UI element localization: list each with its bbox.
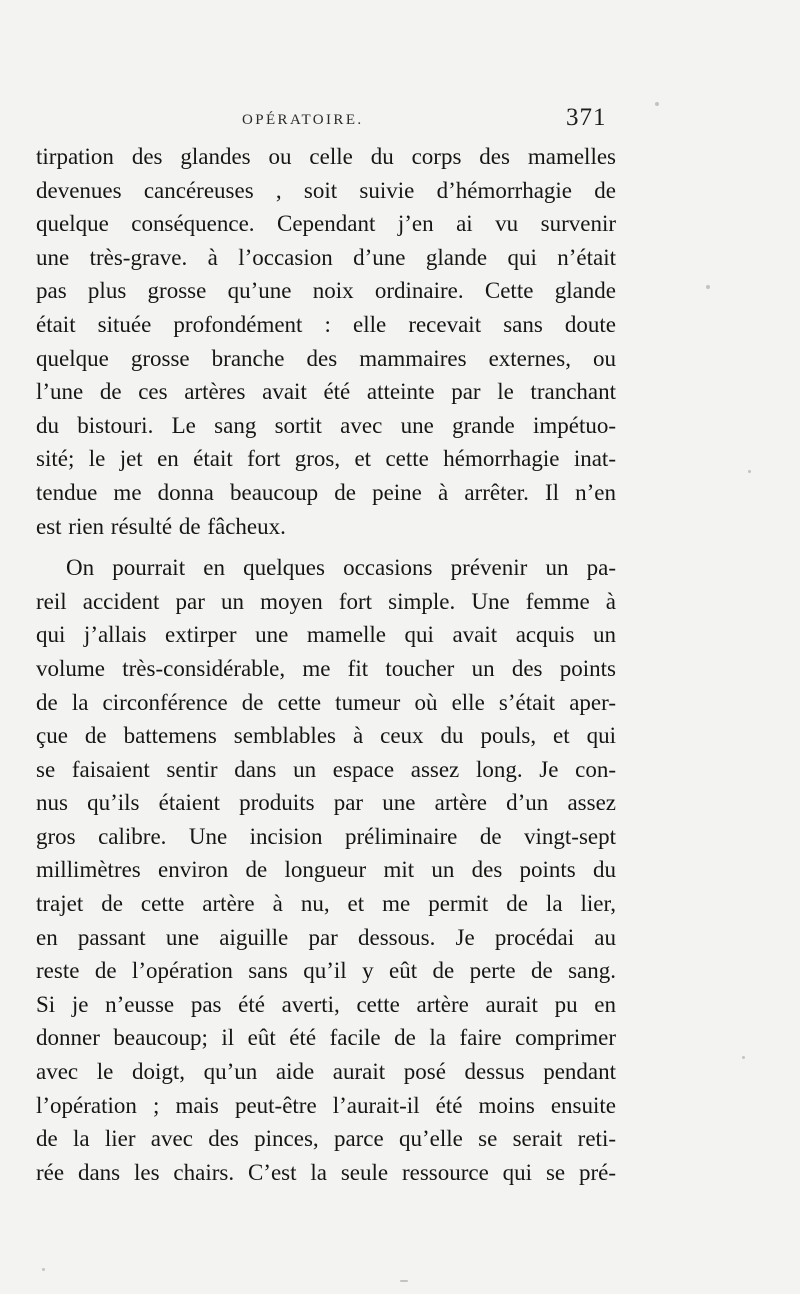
text-line: tendue me donna beaucoup de peine à arrêter. Il n’en — [36, 479, 616, 505]
text-line: est rien résulté de fâcheux. — [36, 513, 286, 539]
paper-speck — [706, 285, 710, 289]
text-line: sité; le jet en était fort gros, et cette hémorrhagie inat- — [36, 446, 616, 472]
paper-speck — [655, 102, 659, 106]
text-line: Si je n’eusse pas été averti, cette artère aurait pu en — [36, 991, 616, 1017]
paper-speck — [748, 470, 751, 473]
paragraph-2 — [36, 551, 616, 1189]
text-line: On pourrait en quelques occasions prévenir un pa- — [66, 555, 616, 581]
text-line: rée dans les chairs. C’est la seule ressource qui se pré- — [36, 1159, 616, 1185]
text-line: tirpation des glandes ou celle du corps des mamelles — [36, 144, 616, 169]
text-line: volume très-considérable, me fit toucher un des points — [36, 655, 616, 681]
text-line: nus qu’ils étaient produits par une artère d’un assez — [36, 790, 616, 816]
paragraph-1 — [36, 140, 616, 543]
paragraph-gap — [36, 543, 616, 551]
paper-speck — [400, 1280, 408, 1282]
text-line: quelque conséquence. Cependant j’en ai vu survenir — [36, 211, 616, 237]
text-line: qui j’allais extirper une mamelle qui avait acquis un — [36, 622, 616, 648]
text-line: trajet de cette artère à nu, et me permit de la lier, — [36, 891, 616, 917]
text-line: devenues cancéreuses , soit suivie d’hémorrhagie de — [36, 177, 616, 203]
text-line: avec le doigt, qu’un aide aurait posé dessus pendant — [36, 1059, 616, 1085]
paper-speck — [742, 1056, 745, 1059]
text-line: une très-grave. à l’occasion d’une glande qui n’était — [36, 244, 616, 270]
text-line: çue de battemens semblables à ceux du pouls, et qui — [36, 723, 616, 749]
page-number: 371 — [566, 104, 607, 131]
running-title: OPÉRATOIRE. — [242, 112, 364, 128]
paper-speck — [42, 1268, 45, 1271]
text-line: donner beaucoup; il eût été facile de la faire comprimer — [36, 1025, 616, 1051]
text-line: reste de l’opération sans qu’il y eût de perte de sang. — [36, 958, 616, 984]
text-line: l’opération ; mais peut-être l’aurait-il été moins ensuite — [36, 1092, 616, 1118]
text-line: reil accident par un moyen fort simple. Une femme à — [36, 588, 616, 614]
text-line: millimètres environ de longueur mit un des points du — [36, 857, 616, 883]
text-line: quelque grosse branche des mammaires externes, ou — [36, 345, 616, 371]
text-line: gros calibre. Une incision préliminaire de vingt-sept — [36, 823, 616, 849]
text-line: pas plus grosse qu’une noix ordinaire. Cette glande — [36, 278, 616, 304]
text-line: était située profondément : elle recevait sans doute — [36, 311, 616, 337]
body-text — [36, 140, 616, 1189]
text-line: de la circonférence de cette tumeur où elle s’était aper- — [36, 689, 616, 715]
text-line: se faisaient sentir dans un espace assez long. Je con- — [36, 756, 616, 782]
text-line: l’une de ces artères avait été atteinte par le tranchant — [36, 379, 616, 405]
text-line: de la lier avec des pinces, parce qu’elle se serait reti- — [36, 1126, 616, 1152]
text-line: du bistouri. Le sang sortit avec une grande impétuo- — [36, 412, 616, 438]
running-header — [0, 104, 800, 138]
text-line: en passant une aiguille par dessous. Je procédai au — [36, 924, 616, 950]
